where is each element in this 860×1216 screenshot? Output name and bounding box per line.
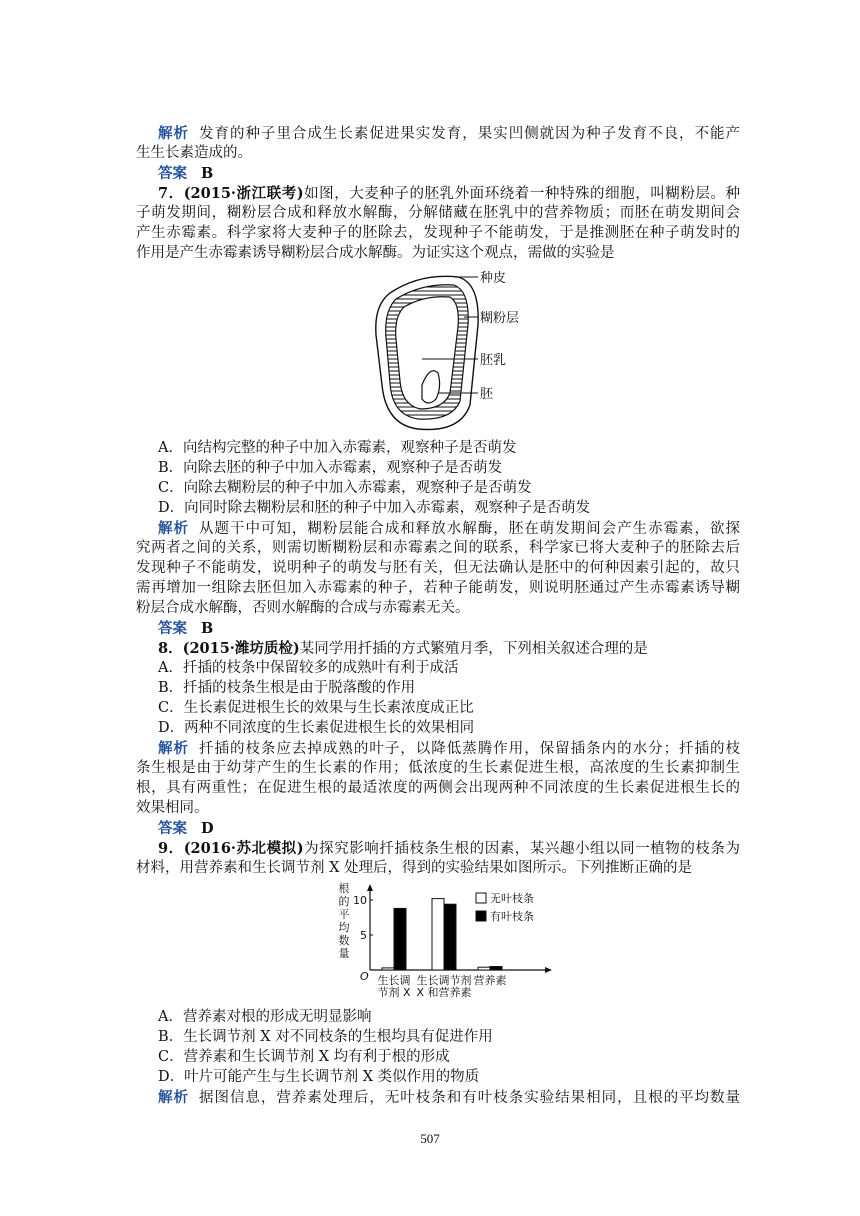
q7-analysis-line-3: 发现种子不能萌发，说明种子的萌发与胚有关，但无法确认是胚中的何种因素引起的，故只: [136, 560, 740, 576]
q8-analysis-line-4: 效果相同。: [136, 800, 209, 816]
bar-with-leaf: [444, 904, 456, 970]
q7-stem-line-2: 子萌发期间，糊粉层合成和释放水解酶，分解储藏在胚乳中的营养物质；而胚在萌发期间会: [136, 205, 740, 221]
q8-option-d: D．两种不同浓度的生长素促进根生长的效果相同: [158, 720, 475, 736]
q7-analysis-line-2: 究两者之间的关系，则需切断糊粉层和赤霉素之间的联系，科学家已将大麦种子的胚除去后: [136, 540, 740, 556]
category-label: 生长调: [377, 974, 411, 987]
q9-stem-line-2: 材料，用营养素和生长调节剂 X 处理后，得到的实验结果如图所示。下列推断正确的是: [136, 860, 693, 876]
y-label-char: 的: [338, 895, 350, 908]
legend-label: 有叶枝条: [490, 910, 534, 923]
q8-option-a: A．扦插的枝条中保留较多的成熟叶有利于成活: [158, 660, 459, 676]
q7-stem-line-3: 产生赤霉素。科学家将大麦种子的胚除去，发现种子不能萌发，于是推测胚在种子萌发时的: [136, 225, 740, 241]
q9-option-c: C．营养素和生长调节剂 X 均有利于根的形成: [158, 1049, 450, 1065]
q7-option-d: D．向同时除去糊粉层和胚的种子中加入赤霉素，观察种子是否萌发: [158, 500, 591, 516]
q9-stem-line-1: 9．(2016·苏北模拟)为探究影响扦插枝条生根的因素，某兴趣小组以同一植物的枝条为: [158, 840, 740, 857]
legend: [476, 891, 534, 923]
category-label: 营养素: [473, 974, 507, 987]
label-embryo: 胚: [480, 387, 494, 402]
y-tick-label: 10: [353, 894, 367, 907]
y-label-char: 数: [338, 934, 350, 947]
y-label-char: 均: [338, 921, 350, 934]
q8-analysis-line-2: 条生根是由于幼芽产生的生长素的作用；低浓度的生长素促进生根，高浓度的生长素抑制生: [136, 760, 740, 776]
q7-stem-line-1: 7．(2015·浙江联考)如图，大麦种子的胚乳外面环绕着一种特殊的细胞，叫糊粉层。种: [158, 185, 740, 202]
q7-analysis-line-1: 解析 从题干中可知，糊粉层能合成和释放水解酶，胚在萌发期间会产生赤霉素，欲探: [158, 520, 741, 537]
label-aleurone: 糊粉层: [480, 311, 520, 326]
q9-option-d: D．叶片可能产生与生长调节剂 X 类似作用的物质: [158, 1069, 480, 1085]
seed-diagram: [360, 265, 540, 435]
prev-analysis-line-2: 生生长素造成的。: [136, 145, 252, 161]
y-axis-arrow: [367, 884, 373, 891]
category-label: 生长调节剂: [416, 974, 472, 987]
category-label: X 和营养素: [416, 986, 472, 999]
analysis-label: 解析: [158, 125, 189, 142]
y-label-char: 平: [338, 908, 350, 921]
q9-analysis-line-1: 解析 据图信息，营养素处理后，无叶枝条和有叶枝条实验结果相同，且根的平均数量: [158, 1089, 741, 1106]
rooting-bar-chart: [330, 880, 560, 1005]
q7-stem-line-4: 作用是产生赤霉素诱导糊粉层合成水解酶。为证实这个观点，需做的实验是: [136, 245, 615, 261]
q7-option-b: B．向除去胚的种子中加入赤霉素，观察种子是否萌发: [158, 460, 503, 476]
bar-no-leaf: [432, 899, 444, 970]
bar-no-leaf: [382, 968, 394, 970]
y-label-char: 量: [338, 947, 350, 960]
q7-option-c: C．向除去糊粉层的种子中加入赤霉素，观察种子是否萌发: [158, 480, 532, 496]
q7-analysis-line-4: 需再增加一组除去胚但加入赤霉素的种子，若种子能萌发，则说明胚通过产生赤霉素诱导糊: [136, 580, 740, 596]
q8-analysis-line-3: 根，具有两重性；在促进生根的最适浓度的两侧会出现两种不同浓度的生长素促进根生长的: [136, 780, 740, 796]
label-endosperm: 胚乳: [480, 353, 507, 368]
q8-analysis-line-1: 解析 扦插的枝条应去掉成熟的叶子，以降低蒸腾作用，保留插条内的水分；扦插的枝: [158, 740, 741, 757]
y-tick-label: 5: [360, 929, 367, 942]
legend-swatch: [476, 893, 486, 903]
q8-option-b: B．扦插的枝条生根是由于脱落酸的作用: [158, 680, 416, 696]
q9-option-b: B．生长调节剂 X 对不同枝条的生根均具有促进作用: [158, 1029, 493, 1045]
category-label: 节剂 X: [377, 986, 411, 999]
x-axis-arrow: [545, 967, 552, 973]
y-axis-label: [339, 881, 350, 960]
prev-answer: 答案 B: [158, 165, 214, 182]
q7-analysis-line-5: 粉层合成水解酶，否则水解酶的合成与赤霉素无关。: [136, 600, 470, 616]
bar-no-leaf: [478, 967, 490, 970]
q7-answer: 答案 B: [158, 620, 214, 637]
q8-stem: 8．(2015·潍坊质检)某同学用扦插的方式繁殖月季，下列相关叙述合理的是: [158, 640, 648, 657]
q9-option-a: A．营养素对根的形成无明显影响: [158, 1009, 372, 1025]
bar-with-leaf: [394, 908, 406, 970]
q7-option-a: A．向结构完整的种子中加入赤霉素，观察种子是否萌发: [158, 440, 517, 456]
q8-answer: 答案 D: [158, 820, 214, 837]
q8-option-c: C．生长素促进根生长的效果与生长素浓度成正比: [158, 700, 474, 716]
origin-label: O: [360, 970, 369, 983]
page-number: 507: [420, 1131, 440, 1146]
legend-label: 无叶枝条: [490, 892, 534, 905]
label-seed-coat: 种皮: [480, 271, 507, 286]
prev-analysis-line-1: 解析 发育的种子里合成生长素促进果实发育，果实凹侧就因为种子发育不良，不能产: [158, 125, 741, 142]
y-label-char: 根: [338, 882, 350, 895]
legend-swatch: [476, 911, 486, 921]
bar-with-leaf: [490, 967, 502, 971]
